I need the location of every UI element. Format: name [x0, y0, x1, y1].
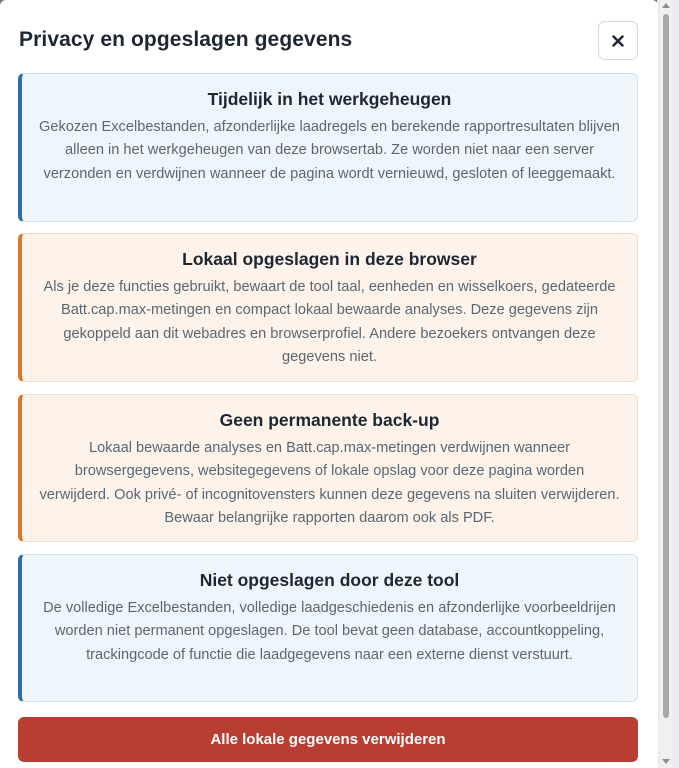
scroll-down-arrow-icon[interactable] — [662, 759, 670, 764]
section-temporary-memory — [18, 73, 638, 222]
close-icon — [612, 35, 624, 47]
delete-all-local-data-button[interactable]: Alle lokale gegevens verwijderen — [18, 717, 638, 762]
section-text: Gekozen Excelbestanden, afzonderlijke laadregels en berekende rapportresultaten blijven alleen in het werkgeheugen van deze browsertab. Ze worden niet naar een server verzonden en verdwijnen wanneer de pagina wordt vernieuwd, gesloten of leeggemaakt. — [39, 119, 620, 182]
section-title: Geen permanente back-up — [219, 410, 440, 430]
section-no-backup — [18, 394, 638, 542]
section-not-stored — [18, 554, 638, 702]
section-local-storage — [18, 233, 638, 382]
scrollbar-thumb[interactable] — [663, 14, 669, 718]
dialog-title: Privacy en opgeslagen gegevens — [19, 28, 353, 51]
section-title: Niet opgeslagen door deze tool — [199, 570, 460, 590]
close-button[interactable] — [598, 21, 638, 60]
section-text: De volledige Excelbestanden, volledige laadgeschiedenis en afzonderlijke voorbeeldrijen worden niet permanent opgeslagen. De tool bevat geen database, accountkoppeling, trackingcode of functie die laadgegevens naar een externe dienst verstuurt. — [43, 600, 616, 663]
section-title: Tijdelijk in het werkgeheugen — [207, 89, 452, 109]
section-title: Lokaal opgeslagen in deze browser — [182, 249, 477, 269]
section-text: Als je deze functies gebruikt, bewaart de tool taal, eenheden en wisselkoers, gedateerde Batt.cap.max-metingen en compact lokaal bewaarde analyses. Deze gegevens zijn gekoppeld aan dit webadres en browserprofiel. Andere bezoekers ontvangen deze gegevens niet. — [43, 279, 616, 365]
section-text: Lokaal bewaarde analyses en Batt.cap.max-metingen verdwijnen wanneer browsergegevens, websitegegevens of lokale opslag voor deze pagina worden verwijderd. Ook privé- of incognitovensters kunnen deze gegevens na sluiten verwijderen. Bewaar belangrijke rapporten daarom ook als PDF. — [39, 440, 620, 526]
scroll-up-arrow-icon[interactable] — [662, 3, 670, 8]
